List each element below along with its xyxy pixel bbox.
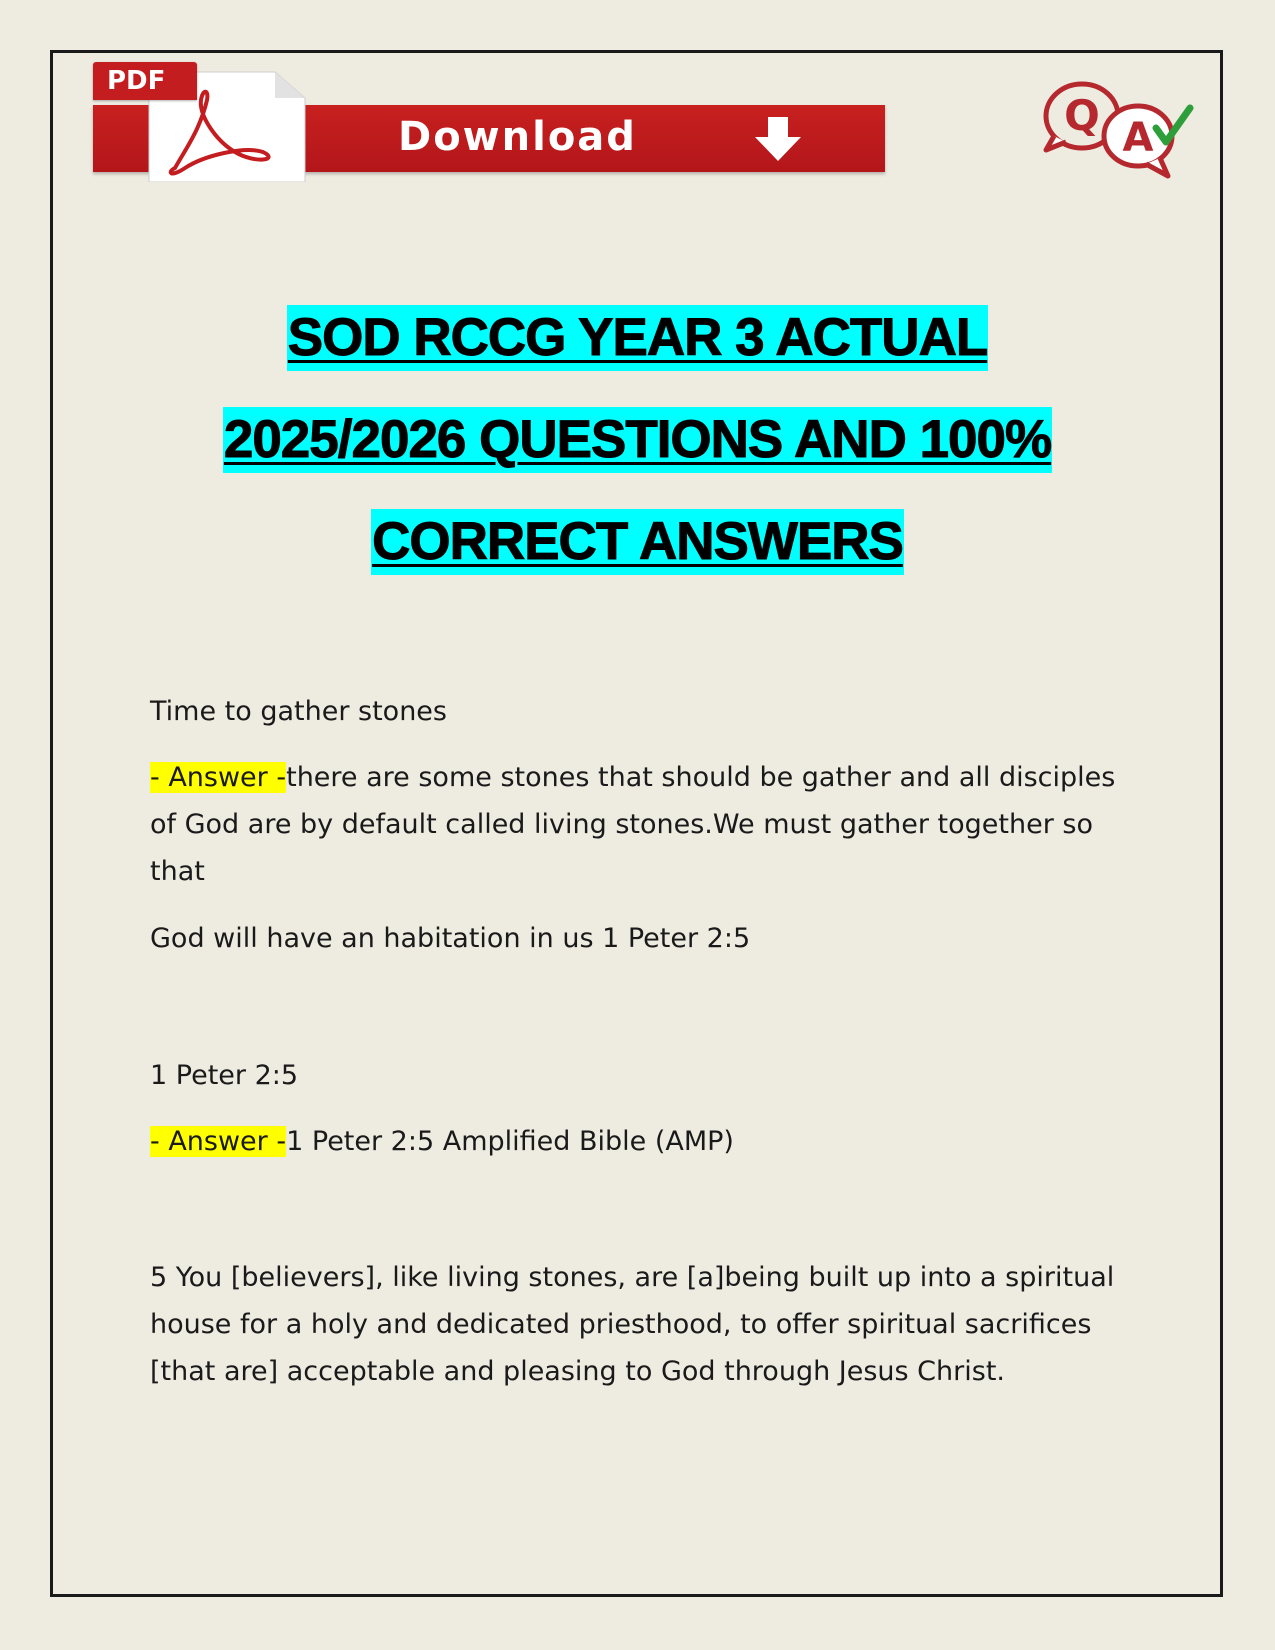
answer-1-continued: God will have an habitation in us 1 Peter 2:5 xyxy=(150,923,751,954)
answer-2 xyxy=(150,1118,1120,1165)
answer-1-prefix: - Answer - xyxy=(150,762,287,793)
title-line-2: 2025/2026 QUESTIONS AND 100% xyxy=(223,407,1052,473)
download-label[interactable]: Download xyxy=(398,114,637,160)
answer-1-text: there are some stones that should be gather and all disciples of God are by default called living stones.We must gather together so that xyxy=(150,762,1116,887)
pdf-badge xyxy=(93,62,197,100)
qa-letter-q: Q xyxy=(1064,91,1100,140)
qa-letter-a: A xyxy=(1122,115,1154,161)
pdf-badge-label: PDF xyxy=(107,66,166,96)
answer-1 xyxy=(150,754,1120,895)
document-title xyxy=(60,305,1215,611)
answer-2-prefix: - Answer - xyxy=(150,1126,287,1157)
download-banner[interactable] xyxy=(93,58,885,186)
question-2: 1 Peter 2:5 xyxy=(150,1060,299,1091)
title-line-1: SOD RCCG YEAR 3 ACTUAL xyxy=(287,305,988,371)
question-1: Time to gather stones xyxy=(150,696,447,727)
title-line-3: CORRECT ANSWERS xyxy=(371,509,904,575)
qa-checkmark-logo xyxy=(1040,78,1210,183)
answer-2-verse: 5 You [believers], like living stones, are [a]being built up into a spiritual house for a holy and dedicated priesthood, to offer spiritual sacrifices [that are] acceptable and pleasing to God through Jesus Christ. xyxy=(150,1262,1115,1387)
answer-2-text: 1 Peter 2:5 Amplified Bible (AMP) xyxy=(286,1126,734,1157)
arrow-down-icon[interactable] xyxy=(753,115,803,163)
